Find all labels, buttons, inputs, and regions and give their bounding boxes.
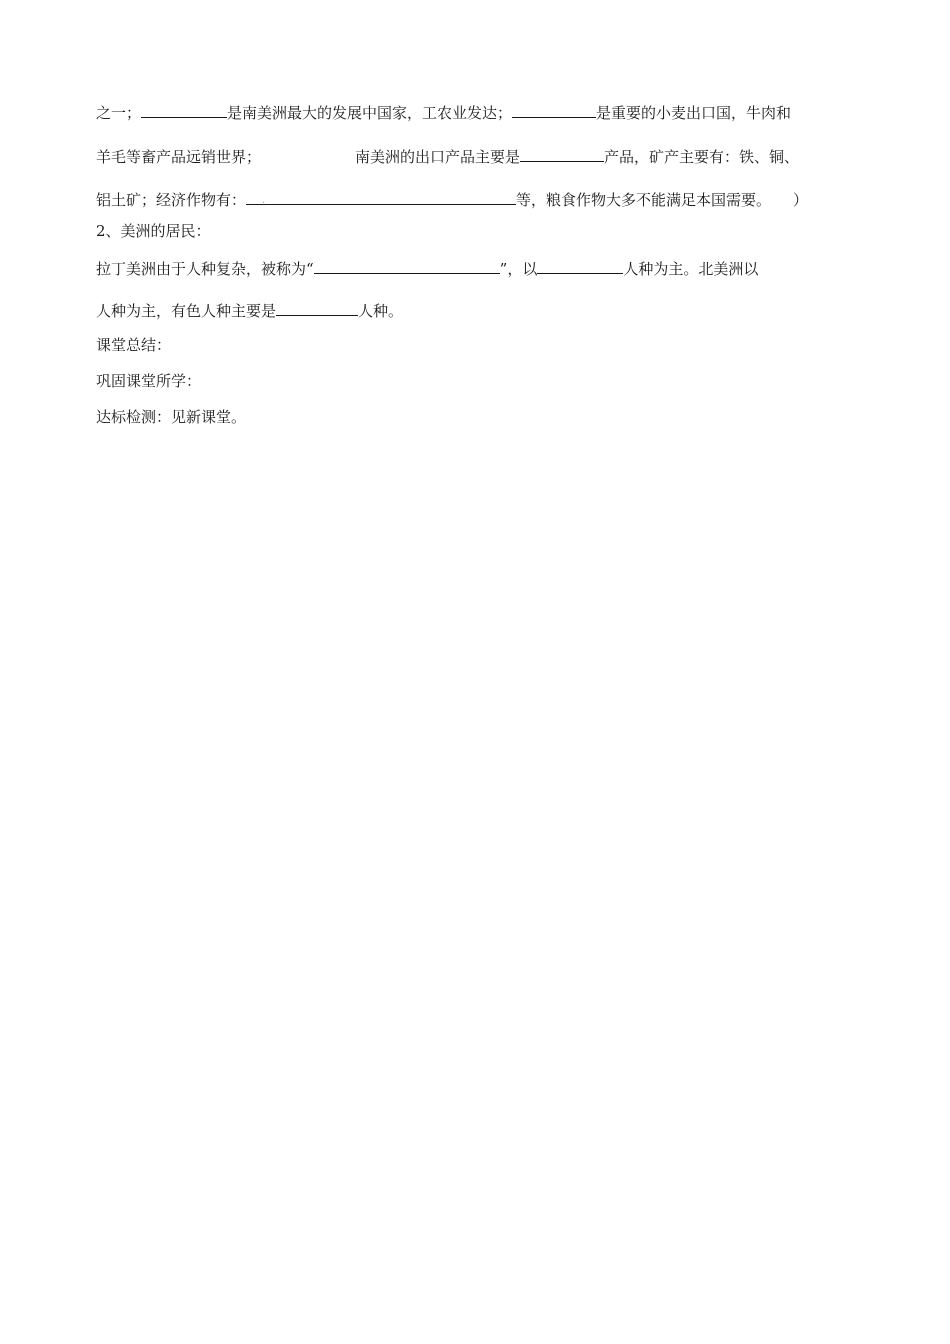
text-segment: 羊毛等畜产品远销世界； [96, 148, 262, 166]
text-segment: 人种为主。北美洲以 [623, 260, 759, 278]
fill-blank-race-latin[interactable] [537, 257, 623, 274]
text-segment: 南美洲的出口产品主要是 [355, 148, 521, 166]
text-line-5 [96, 257, 866, 279]
text-line-2 [96, 145, 866, 167]
fill-blank-colored-race[interactable] [276, 299, 358, 316]
fill-blank-export-product[interactable] [520, 145, 604, 162]
text-line-6 [96, 299, 866, 321]
text-line-3 [96, 188, 866, 210]
fill-blank-cash-crops[interactable] [246, 188, 516, 205]
text-segment: 人种为主，有色人种主要是 [96, 302, 277, 320]
fill-blank-country-2[interactable] [512, 101, 596, 118]
text-segment: ”，以 [499, 260, 538, 278]
fill-blank-country-1[interactable] [141, 101, 227, 118]
section-heading: 2、美洲的居民： [96, 222, 211, 240]
text-line-1 [96, 101, 866, 123]
text-segment: 是重要的小麦出口国，牛肉和 [596, 104, 792, 122]
text-segment: 是南美洲最大的发展中国家，工农业发达； [227, 104, 513, 122]
text-segment: 产品，矿产主要有：铁、铜、 [604, 148, 800, 166]
text-segment: 拉丁美洲由于人种复杂，被称为“ [96, 260, 314, 278]
text-segment: ） [793, 191, 809, 209]
test-label: 达标检测：见新课堂。 [96, 408, 247, 426]
fill-blank-latin-america-name[interactable] [314, 257, 500, 274]
class-summary-label: 课堂总结： [96, 336, 172, 354]
consolidate-label: 巩固课堂所学： [96, 372, 202, 390]
text-segment: 之一； [96, 104, 142, 122]
text-segment: 等，粮食作物大多不能满足本国需要。 [516, 191, 772, 209]
text-segment: 铝土矿；经济作物有： [96, 191, 247, 209]
ink-dot-mark: . [262, 195, 266, 206]
text-segment: 人种。 [358, 302, 404, 320]
